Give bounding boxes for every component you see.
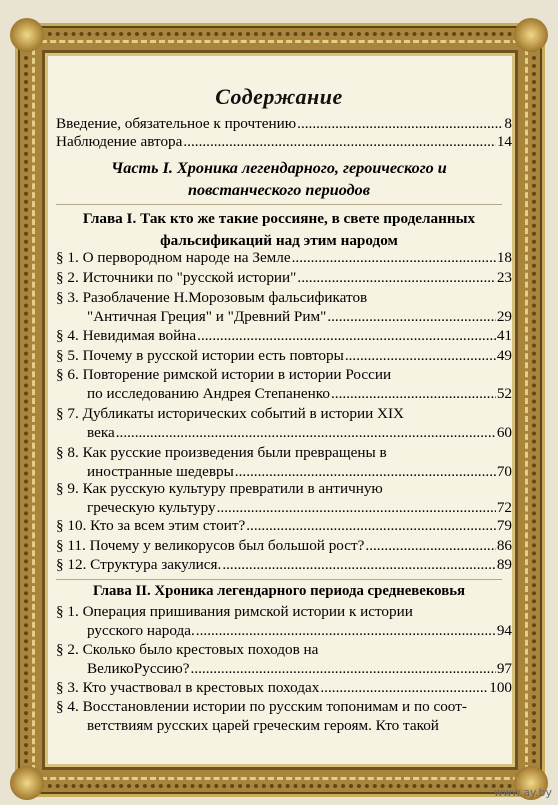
- toc-entry-page: 29: [496, 308, 512, 325]
- toc-entry-page: 18: [496, 249, 512, 266]
- toc-entry-text: § 12. Структура закулися.: [56, 556, 222, 573]
- toc-entry: [56, 537, 512, 555]
- toc-entry-text: Введение, обязательное к прочтению: [56, 115, 297, 132]
- toc-entry-text: § 8. Как русские произведения были превращены в: [56, 444, 387, 461]
- toc-leader: [196, 622, 496, 640]
- toc-entry-page: 70: [496, 463, 512, 480]
- toc-leader: [297, 269, 495, 287]
- toc-leader: [197, 327, 496, 345]
- toc-entry: [87, 308, 512, 326]
- frame-corner-ornament: [514, 18, 548, 52]
- toc-entry: [56, 679, 512, 697]
- toc-entry-text: § 7. Дубликаты исторических событий в истории XIX: [56, 405, 404, 422]
- chapter1-heading-line1: Глава I. Так кто же такие россияне, в свете проделанных: [82, 210, 476, 227]
- toc-entry-text: § 4. Невидимая война: [56, 327, 197, 344]
- toc-entry-page: 8: [504, 115, 512, 132]
- toc-entry-page: 94: [496, 622, 512, 639]
- toc-entry-text: § 9. Как русскую культуру превратили в античную: [56, 480, 383, 497]
- toc-entry-page: 100: [489, 679, 512, 696]
- toc-entry: [56, 249, 512, 267]
- toc-entry-text: § 2. Сколько было крестовых походов на: [56, 641, 319, 658]
- toc-entry-text-continued: "Античная Греция" и "Древний Рим": [87, 308, 327, 325]
- toc-entry-text: § 2. Источники по "русской истории": [56, 269, 297, 286]
- toc-entry: [56, 517, 512, 535]
- toc-entry-text-continued: ветствиям русских царей греческим героям. Кто такой: [87, 717, 439, 734]
- part-heading-line1: Часть I. Хроника легендарного, героического и: [111, 159, 447, 177]
- toc-leader: [345, 347, 496, 365]
- toc-leader: [365, 537, 495, 555]
- toc-entry-text-continued: ВеликоРуссию?: [87, 660, 190, 677]
- toc-entry-intro: [56, 115, 512, 133]
- toc-entry-text-continued: русского народа.: [87, 622, 195, 639]
- toc-entry-page: 14: [496, 133, 512, 150]
- toc-entry: [56, 269, 512, 287]
- toc-leader: [320, 679, 488, 697]
- toc-leader: [297, 115, 503, 133]
- toc-leader: [327, 308, 496, 326]
- toc-entry-text: § 11. Почему у великорусов был большой рост?: [56, 537, 365, 554]
- chapter1-heading-line2: фальсификаций над этим народом: [160, 232, 398, 249]
- toc-entry-page: 97: [496, 660, 512, 677]
- toc-leader: [331, 385, 496, 403]
- frame-corner-ornament: [10, 18, 44, 52]
- toc-entry: [87, 385, 512, 403]
- toc-entry-text: § 4. Восстановлении истории по русским топонимам и по соот-: [56, 698, 467, 715]
- toc-entry-page: 41: [496, 327, 512, 344]
- toc-entry: [87, 622, 512, 640]
- toc-leader: [235, 463, 496, 481]
- toc-leader: [222, 556, 496, 574]
- toc-entry-text: § 1. Операция пришивания римской истории к истории: [56, 603, 413, 620]
- toc-entry-page: 60: [496, 424, 512, 441]
- toc-leader: [217, 499, 496, 517]
- toc-entry-text-continued: века: [87, 424, 115, 441]
- toc-leader: [191, 660, 496, 678]
- toc-leader: [183, 133, 495, 151]
- toc-entry-text-continued: иностранные шедевры: [87, 463, 234, 480]
- part-heading-line2: повстанческого периодов: [188, 181, 370, 199]
- toc-entry-author: [56, 133, 512, 151]
- toc-entry: [87, 660, 512, 678]
- toc-entry: [87, 717, 512, 735]
- toc-entry: [87, 463, 512, 481]
- toc-entry-page: 52: [496, 385, 512, 402]
- toc-leader: [246, 517, 496, 535]
- toc-entry-text: § 1. О первородном народе на Земле: [56, 249, 291, 266]
- chapter2-heading: Глава II. Хроника легендарного периода средневековья: [92, 583, 466, 599]
- toc-entry-text-continued: по исследованию Андрея Степаненко: [87, 385, 330, 402]
- page-title: Содержание: [215, 84, 343, 109]
- toc-entry: [56, 347, 512, 365]
- toc-leader: [292, 249, 496, 267]
- toc-entry-text: Наблюдение автора: [56, 133, 183, 150]
- divider: [56, 204, 502, 205]
- toc-entry: [56, 556, 512, 574]
- toc-entry-page: 72: [496, 499, 512, 516]
- watermark: www.ay.by: [493, 786, 552, 799]
- toc-entry: [87, 499, 512, 517]
- toc-entry-page: 89: [496, 556, 512, 573]
- toc-entry-page: 23: [496, 269, 512, 286]
- frame-corner-ornament: [10, 766, 44, 800]
- toc-entry: [56, 327, 512, 345]
- toc-leader: [116, 424, 496, 442]
- toc-entry-text: § 5. Почему в русской истории есть повторы: [56, 347, 344, 364]
- toc-entry: [87, 424, 512, 442]
- toc-entry-text: § 6. Повторение римской истории в истории России: [56, 366, 392, 383]
- toc-entry-text-continued: греческую культуру: [87, 499, 216, 516]
- toc-entry-page: 79: [496, 517, 512, 534]
- toc-entry-text: § 3. Разоблачение Н.Морозовым фальсификатов: [56, 289, 368, 306]
- toc-entry-text: § 3. Кто участвовал в крестовых походах: [56, 679, 320, 696]
- toc-entry-page: 49: [496, 347, 512, 364]
- toc-entry-page: 86: [496, 537, 512, 554]
- toc-entry-text: § 10. Кто за всем этим стоит?: [56, 517, 246, 534]
